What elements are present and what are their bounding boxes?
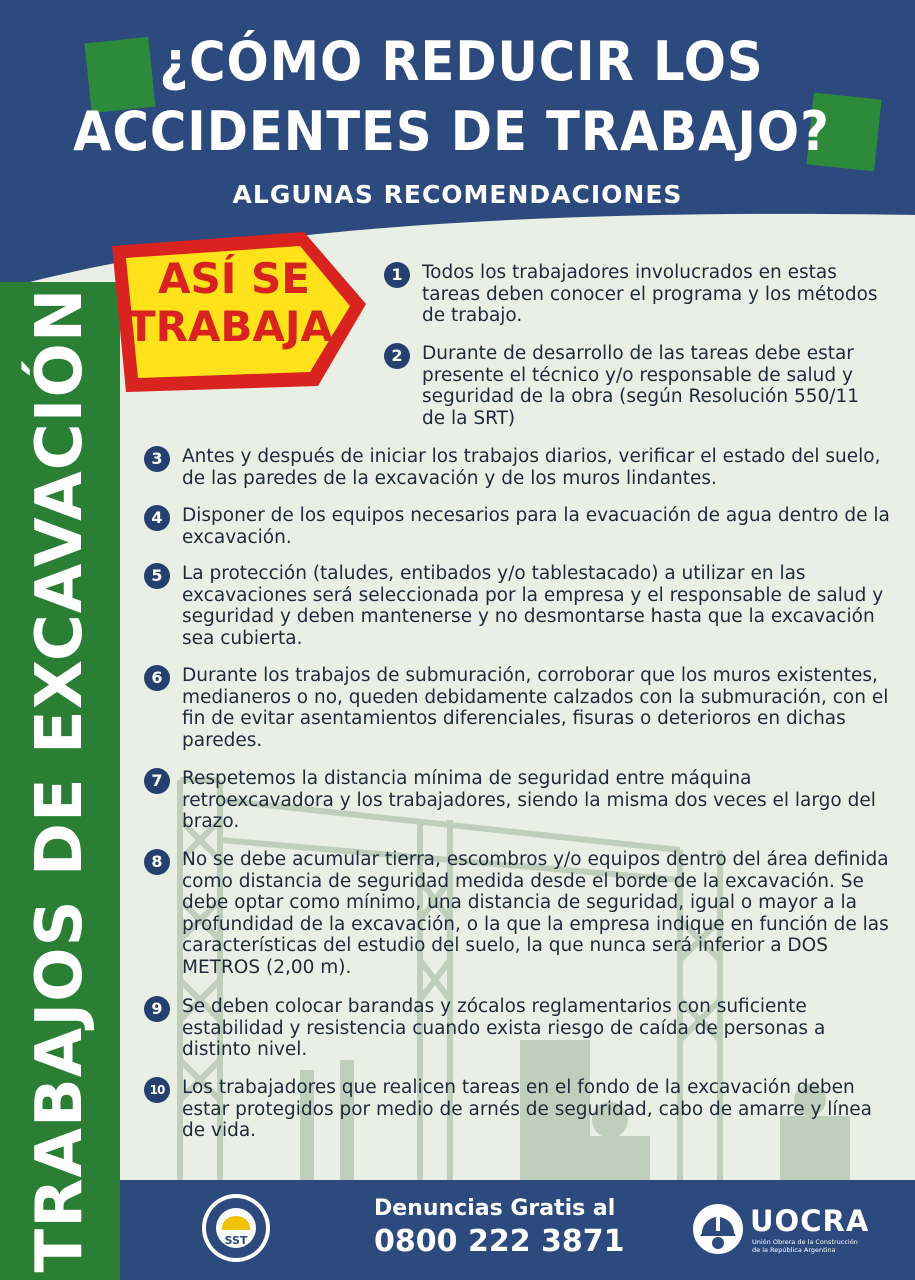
item-number: 4 [144,505,170,531]
page-title-line-1: ¿CÓMO REDUCIR LOS [159,30,764,93]
org-name: UOCRA [750,1204,870,1238]
hotline-label: Denuncias Gratis al [374,1196,616,1221]
item-text: Se deben colocar barandas y zócalos reglamentarios con suficiente estabilidad y resistencia cuando exista riesgo de caída de personas a distinto nivel. [182,996,826,1060]
list-item [384,343,884,429]
item-number: 1 [384,262,410,288]
item-text: Durante de desarrollo de las tareas debe estar presente el técnico y/o responsable de salud y seguridad de la obra (según Resolución 550/11 de la SRT) [422,343,860,429]
item-number: 2 [384,343,410,369]
list-item [144,1077,894,1142]
list-item [144,849,894,978]
list-item [144,665,894,751]
item-number: 5 [144,563,170,589]
hotline-number: 0800 222 3871 [374,1224,625,1259]
sst-seal-logo [200,1192,272,1264]
list-item [144,505,894,548]
list-item [144,768,894,833]
item-text: Respetemos la distancia mínima de seguridad entre máquina retroexcavadora y los trabajadores, siendo la misma dos veces el largo del brazo. [182,768,876,832]
item-text: Disponer de los equipos necesarios para la evacuación de agua dentro de la excavación. [182,505,890,548]
list-item [144,996,894,1061]
item-number: 3 [144,446,170,472]
item-number: 10 [144,1077,170,1103]
item-number: 6 [144,665,170,691]
item-text: Los trabajadores que realicen tareas en el fondo de la excavación deben estar protegidos por medio de arnés de seguridad, cabo de amarre y línea de vida. [182,1077,873,1141]
uocra-helmet-logo [692,1203,744,1255]
item-text: Antes y después de iniciar los trabajos diarios, verificar el estado del suelo, de las paredes de la excavación y de los muros lindantes. [182,446,881,489]
item-number: 7 [144,768,170,794]
page-subtitle: ALGUNAS RECOMENDACIONES [232,180,683,209]
side-title [0,0,120,1280]
badge-line-1: ASÍ SE [158,254,310,303]
page-title-line-2: ACCIDENTES DE TRABAJO? [73,100,830,163]
item-text: Todos los trabajadores involucrados en estas tareas deben conocer el programa y los métodos de trabajo. [422,262,878,326]
item-text: No se debe acumular tierra, escombros y/o equipos dentro del área definida como distancia de seguridad medida desde el borde de la excavación. Se debe optar como mínimo, una distancia de seguridad, igual o mayor a la profundidad de la excavación, o la que la empresa indique en función de las características del estudio del suelo, la que nunca será inferior a DOS METROS (2,00 m). [182,849,889,978]
item-number: 9 [144,996,170,1022]
list-item [144,563,894,649]
list-item [384,262,884,327]
side-title-text: TRABAJOS DE EXCAVACIÓN [23,287,97,1273]
item-text: La protección (taludes, entibados y/o tablestacado) a utilizar en las excavaciones será seleccionada por la empresa y el responsable de salud y seguridad y deben mantenerse y no desmontarse hasta que la excavación sea cubierta. [182,563,884,649]
seal-text: SST [224,1234,248,1247]
list-item [144,446,894,489]
badge-line-2: TRABAJA [126,302,334,351]
item-text: Durante los trabajos de submuración, corroborar que los muros existentes, medianeros o no, queden debidamente calzados con la submuración, con el fin de evitar asentamientos diferenciales, fisuras o deterioros en dichas paredes. [182,665,889,751]
item-number: 8 [144,849,170,875]
org-subtitle: Unión Obrera de la Construcción de la República Argentina [752,1238,858,1254]
